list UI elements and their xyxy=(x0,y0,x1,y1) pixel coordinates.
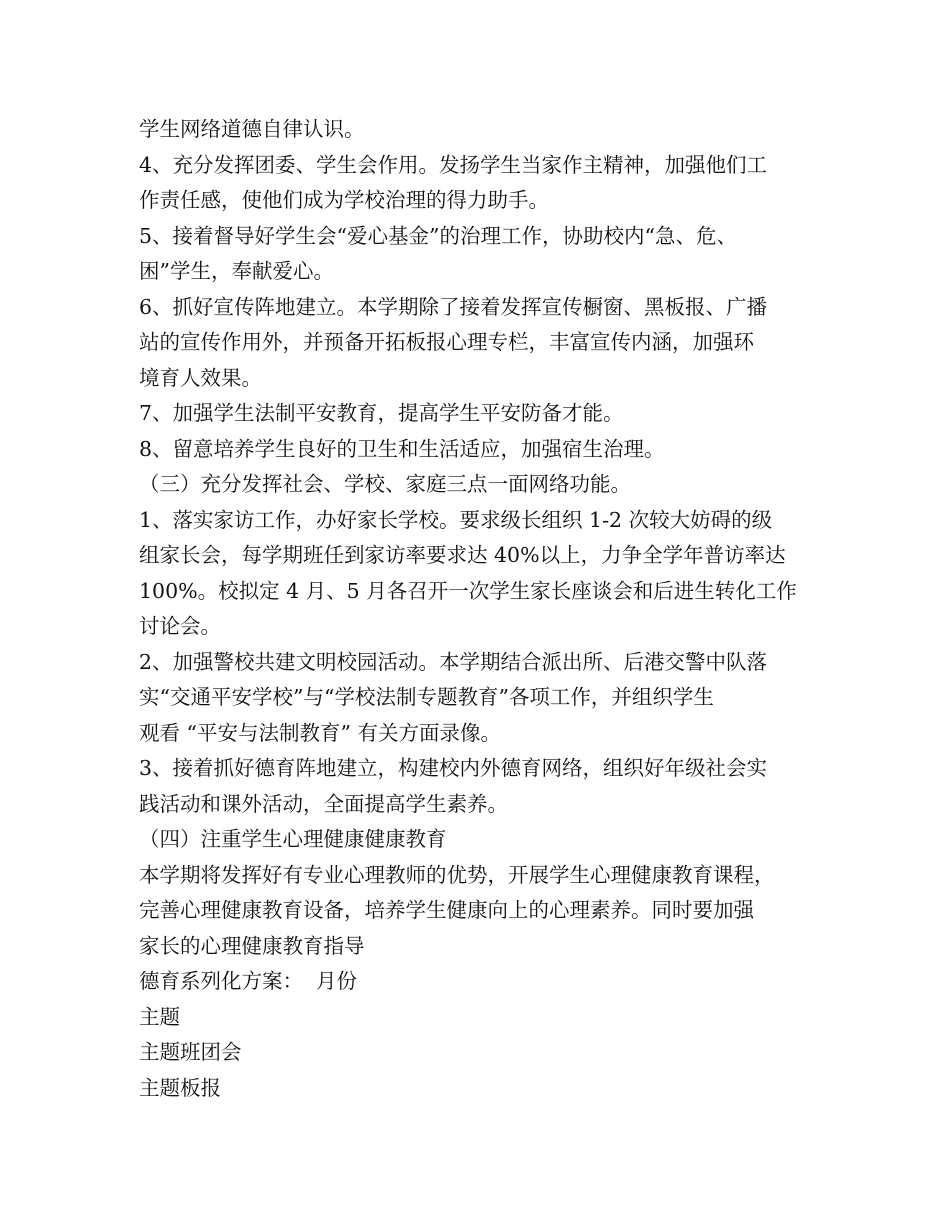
section-heading: （四）注重学生心理健康健康教育 xyxy=(139,827,447,851)
text-line: 站的宣传作用外，并预备开拓板报心理专栏，丰富宣传内涵，加强环 xyxy=(139,330,754,354)
text-line: 践活动和课外活动，全面提高学生素养。 xyxy=(139,791,508,816)
text-line: 观看 “平安与法制教育” 有关方面录像。 xyxy=(139,720,501,745)
text-line: 主题班团会 xyxy=(139,1040,242,1064)
text-line: 作责任感，使他们成为学校治理的得力助手。 xyxy=(139,188,549,212)
text-line: 组家长会，每学期班任到家访率要求达 40%以上，力争全学年普访率达 xyxy=(139,543,786,567)
text-line: 困”学生，奉献爱心。 xyxy=(139,259,334,283)
text-line: 家长的心理健康教育指导 xyxy=(139,933,365,958)
text-line: 德育系列化方案： 月份 xyxy=(139,969,358,993)
text-line: 本学期将发挥好有专业心理教师的优势，开展学生心理健康教育课程， xyxy=(139,862,775,887)
document-body xyxy=(139,112,829,1106)
text-line: 4、充分发挥团委、学生会作用。发扬学生当家作主精神，加强他们工 xyxy=(139,152,768,177)
text-line: 主题板报 xyxy=(139,1075,221,1100)
text-line: 学生网络道德自律认识。 xyxy=(139,117,365,141)
text-line: 1、落实家访工作，办好家长学校。要求级长组织 1-2 次较大妨碍的级 xyxy=(139,507,773,532)
text-line: 5、接着督导好学生会“爱心基金”的治理工作，协助校内“急、危、 xyxy=(139,223,737,248)
text-line: 6、抓好宣传阵地建立。本学期除了接着发挥宣传橱窗、黑板报、广播 xyxy=(139,294,768,319)
section-heading: （三）充分发挥社会、学校、家庭三点一面网络功能。 xyxy=(139,472,631,496)
text-line: 境育人效果。 xyxy=(139,365,262,390)
text-line: 完善心理健康教育设备，培养学生健康向上的心理素养。同时要加强 xyxy=(139,898,754,922)
text-line: 7、加强学生法制平安教育，提高学生平安防备才能。 xyxy=(139,401,624,425)
text-line: 100%。校拟定 4 月、5 月各召开一次学生家长座谈会和后进生转化工作 xyxy=(139,578,797,603)
text-line: 8、留意培养学生良好的卫生和生活适应，加强宿生治理。 xyxy=(139,436,665,461)
text-line: 实“交通平安学校”与“学校法制专题教育”各项工作，并组织学生 xyxy=(139,685,714,709)
text-line: 讨论会。 xyxy=(139,614,221,638)
text-line: 3、接着抓好德育阵地建立，构建校内外德育网络，组织好年级社会实 xyxy=(139,756,768,780)
text-line: 2、加强警校共建文明校园活动。本学期结合派出所、后港交警中队落 xyxy=(139,649,768,674)
text-line: 主题 xyxy=(139,1004,180,1029)
